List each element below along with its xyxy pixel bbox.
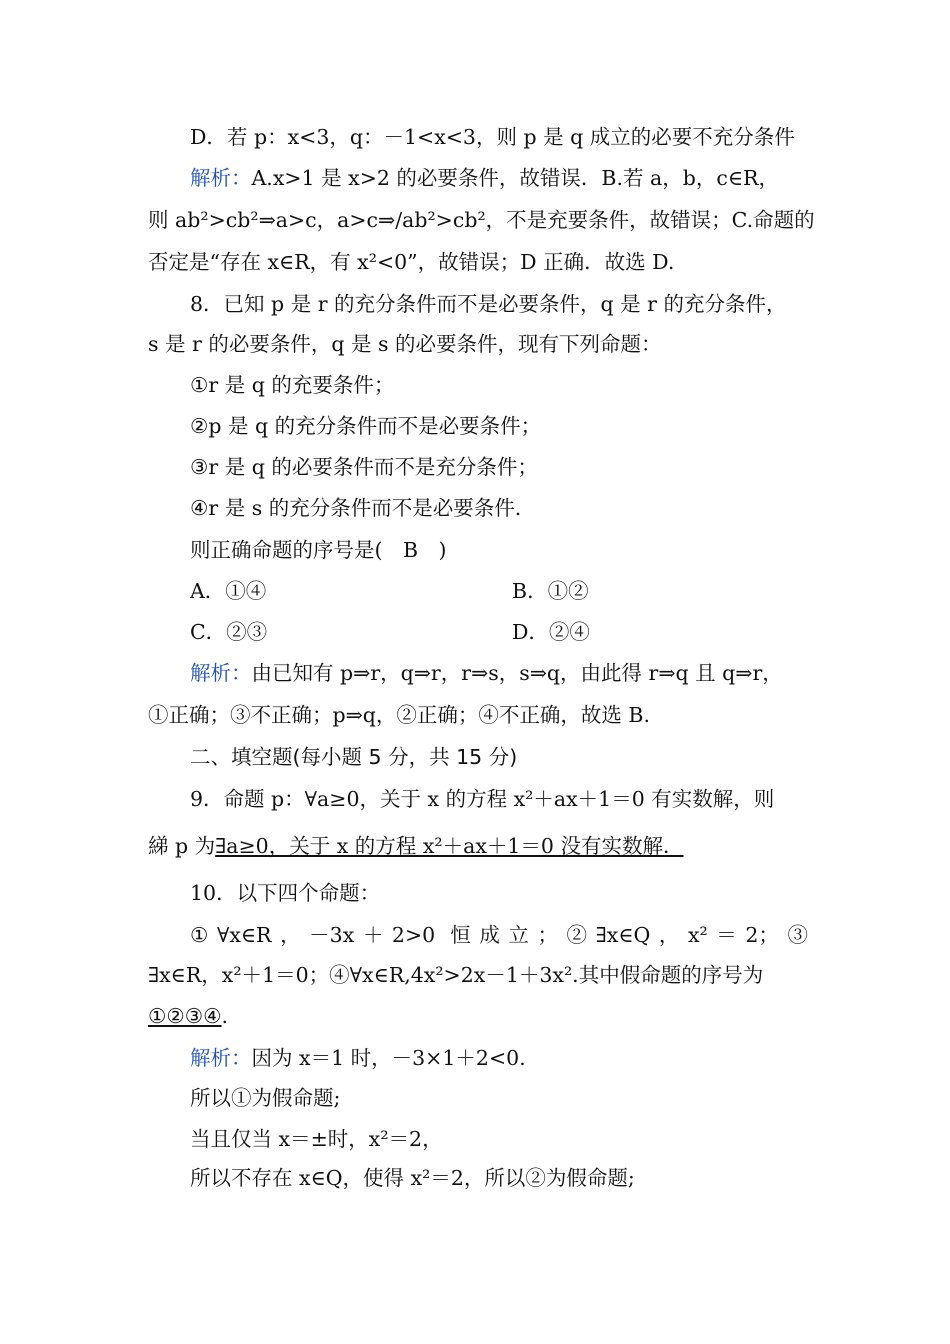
proposition-4: ④r 是 s 的充分条件而不是必要条件. — [190, 496, 522, 520]
analysis-8-line-2: ①正确；③不正确；p⇒q，②正确；④不正确，故选 B. — [148, 703, 651, 727]
question-10-line-2: ∃x∈R，x²＋1＝0；④∀x∈R,4x²>2x－1＋3x².其中假命题的序号为 — [148, 963, 764, 987]
analysis-7-line-2: 则 ab²>cb²⇒a>c，a>c⇒/ab²>cb²，不是充要条件，故错误；C.命题的 — [148, 208, 815, 232]
analysis-label: 解析： — [190, 166, 252, 190]
analysis-10-line-1: 解析：因为 x＝1 时，－3×1＋2<0. — [190, 1046, 526, 1070]
proposition-3: ③r 是 q 的必要条件而不是充分条件； — [190, 455, 538, 479]
option-d-8: D．②④ — [512, 620, 590, 644]
question-8-stem-1: 8．已知 p 是 r 的充分条件而不是必要条件，q 是 r 的充分条件， — [190, 292, 787, 316]
analysis-10-line-4: 所以不存在 x∈Q，使得 x²＝2，所以②为假命题; — [190, 1166, 635, 1190]
option-a-8: A．①④ — [190, 579, 267, 603]
analysis-10-line-3: 当且仅当 x＝±时，x²＝2， — [190, 1127, 443, 1151]
option-c-8: C．②③ — [190, 620, 268, 644]
question-8-stem-2: s 是 r 的必要条件，q 是 s 的必要条件，现有下列命题： — [148, 332, 662, 356]
analysis-7-line-3: 否定是“存在 x∈R，有 x²<0”，故错误；D 正确．故选 D. — [148, 250, 675, 274]
analysis-7-line-1: 解析：A.x>1 是 x>2 的必要条件，故错误．B.若 a，b，c∈R， — [190, 166, 779, 190]
option-d-7: D．若 p：x<3，q：－1<x<3，则 p 是 q 成立的必要不充分条件 — [190, 125, 795, 149]
question-10-answer: ①②③④ — [148, 1004, 222, 1028]
question-10-line-1: ①∀x∈R，－3x＋2>0 恒成立；②∃x∈Q，x²＝2；③ — [190, 923, 808, 947]
option-b-8: B．①② — [512, 579, 589, 603]
section-heading: 二、填空题(每小题 5 分，共 15 分) — [190, 745, 518, 769]
question-9-stem: 9．命题 p：∀a≥0，关于 x 的方程 x²＋ax＋1＝0 有实数解，则 — [190, 787, 775, 811]
proposition-1: ①r 是 q 的充要条件； — [190, 373, 395, 397]
question-9-answer: ∃a≥0，关于 x 的方程 x²＋ax＋1＝0 没有实数解． — [215, 834, 684, 858]
question-9-answer-line: 綈 p 为∃a≥0，关于 x 的方程 x²＋ax＋1＝0 没有实数解． — [148, 834, 684, 858]
analysis-label: 解析： — [190, 1046, 252, 1070]
question-10-stem: 10．以下四个命题： — [190, 881, 381, 905]
proposition-2: ②p 是 q 的充分条件而不是必要条件； — [190, 414, 542, 438]
analysis-8-line-1: 解析：由已知有 p⇒r，q⇒r，r⇒s，s⇒q，由此得 r⇒q 且 q⇒r， — [190, 661, 783, 685]
analysis-label: 解析： — [190, 661, 252, 685]
question-8-ask: 则正确命题的序号是( B ) — [190, 538, 447, 562]
question-10-answer-line: ①②③④. — [148, 1004, 229, 1028]
analysis-10-line-2: 所以①为假命题; — [190, 1086, 341, 1110]
